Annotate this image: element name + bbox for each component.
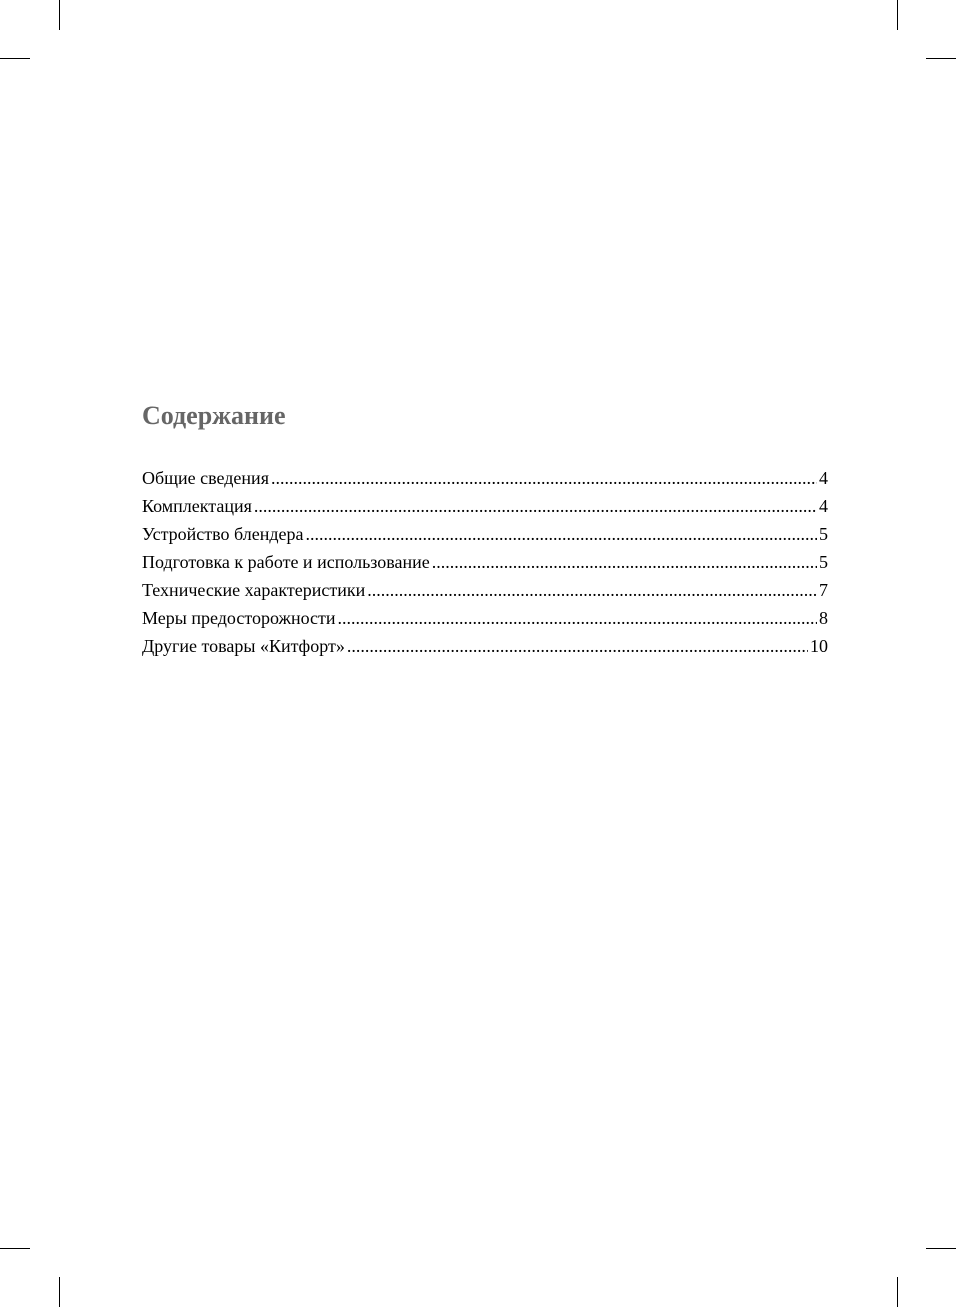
crop-mark-top-left-vertical <box>59 0 60 30</box>
toc-item-label: Общие сведения <box>142 468 269 488</box>
toc-leader-dots <box>254 492 817 520</box>
crop-mark-bottom-left-vertical <box>59 1277 60 1307</box>
toc-item[interactable] <box>142 464 828 492</box>
toc-leader-dots <box>432 548 817 576</box>
crop-mark-top-right-horizontal <box>926 58 956 59</box>
toc-leader-dots <box>271 464 817 492</box>
toc-item-label: Технические характеристики <box>142 580 366 600</box>
toc-leader-dots <box>338 604 817 632</box>
toc-leader-dots <box>347 632 808 660</box>
toc-item-label: Комплектация <box>142 496 252 516</box>
toc-leader-dots <box>305 520 817 548</box>
toc-item-page: 10 <box>810 636 828 656</box>
toc-title: Содержание <box>142 401 286 430</box>
toc-item-page: 5 <box>819 552 828 572</box>
toc-item-label: Другие товары «Китфорт» <box>142 636 345 656</box>
table-of-contents <box>142 398 828 660</box>
toc-item[interactable] <box>142 548 828 576</box>
toc-item-label: Устройство блендера <box>142 524 304 544</box>
toc-leader-dots <box>367 576 817 604</box>
toc-item[interactable] <box>142 520 828 548</box>
toc-item[interactable] <box>142 492 828 520</box>
crop-mark-bottom-right-vertical <box>897 1277 898 1307</box>
toc-list <box>142 464 828 660</box>
crop-mark-top-left-horizontal <box>0 58 30 59</box>
toc-item-page: 4 <box>819 496 828 516</box>
toc-item[interactable] <box>142 576 828 604</box>
crop-mark-top-right-vertical <box>897 0 898 30</box>
toc-item[interactable] <box>142 604 828 632</box>
toc-item-page: 5 <box>819 524 828 544</box>
crop-mark-bottom-left-horizontal <box>0 1248 30 1249</box>
toc-item-page: 7 <box>819 580 828 600</box>
toc-item[interactable] <box>142 632 828 660</box>
crop-mark-bottom-right-horizontal <box>926 1248 956 1249</box>
toc-item-label: Меры предосторожности <box>142 608 336 628</box>
toc-item-label: Подготовка к работе и использование <box>142 552 430 572</box>
toc-item-page: 8 <box>819 608 828 628</box>
toc-item-page: 4 <box>819 468 828 488</box>
